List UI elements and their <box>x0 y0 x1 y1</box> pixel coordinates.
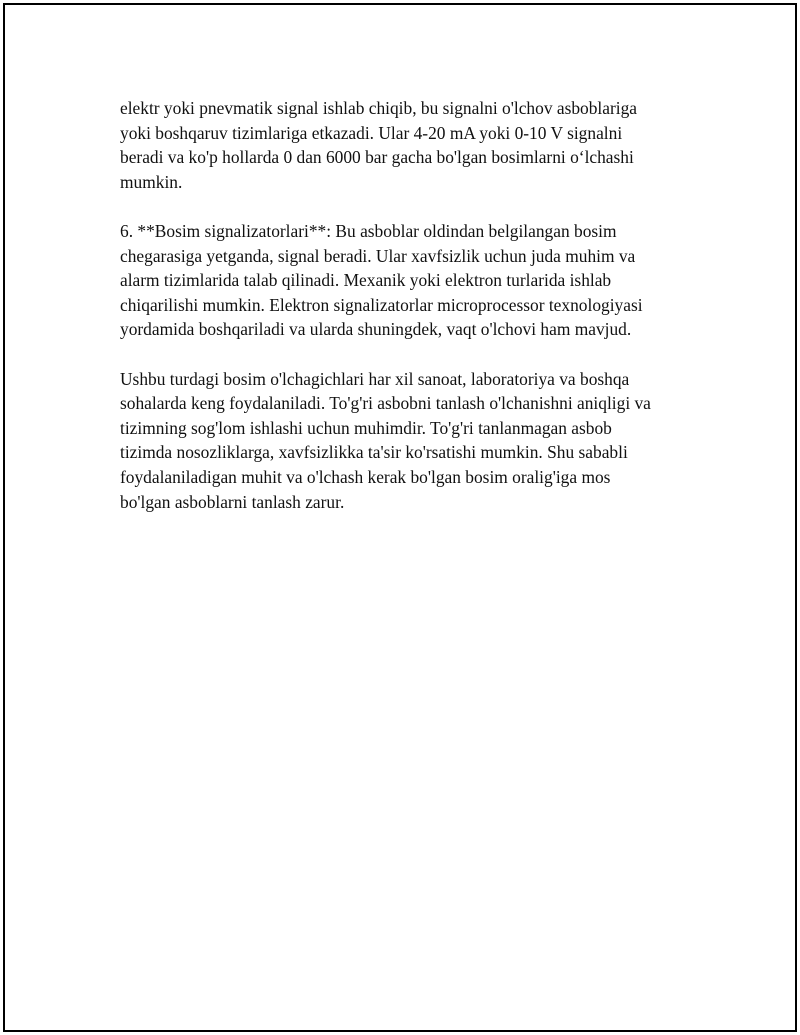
page-frame <box>3 3 797 1032</box>
paragraph-pressure-signalizers: 6. **Bosim signalizatorlari**: Bu asboblar oldindan belgilangan bosim chegarasiga yetganda, signal beradi. Ular xavfsizlik uchun juda muhim va alarm tizimlarida talab qilinadi. Mexanik yoki elektron turlarida ishlab chiqarilishi mumkin. Elektron signalizatorlar microprocessor texnologiyasi yordamida boshqariladi va ularda shuningdek, vaqt o'lchovi ham mavjud. <box>120 220 643 340</box>
document-body <box>120 96 700 539</box>
paragraph-conclusion: Ushbu turdagi bosim o'lchagichlari har xil sanoat, laboratoriya va boshqa sohalarda keng foydalaniladi. To'g'ri asbobni tanlash o'lchanishni aniqligi va tizimning sog'lom ishlashi uchun muhimdir. To'g'ri tanlanmagan asbob tizimda nosozliklarga, xavfsizlikka ta'sir ko'rsatishi mumkin. Shu sababli foydalaniladigan muhit va o'lchash kerak bo'lgan bosim oralig'iga mos bo'lgan asboblarni tanlash zarur. <box>120 368 651 512</box>
paragraph-pressure-transmitters-continued: elektr yoki pnevmatik signal ishlab chiqib, bu signalni o'lchov asboblariga yoki boshqaruv tizimlariga etkazadi. Ular 4-20 mA yoki 0-10 V signalni beradi va ko'p hollarda 0 dan 6000 bar gacha bo'lgan bosimlarni o‘lchashi mumkin. <box>120 98 638 192</box>
